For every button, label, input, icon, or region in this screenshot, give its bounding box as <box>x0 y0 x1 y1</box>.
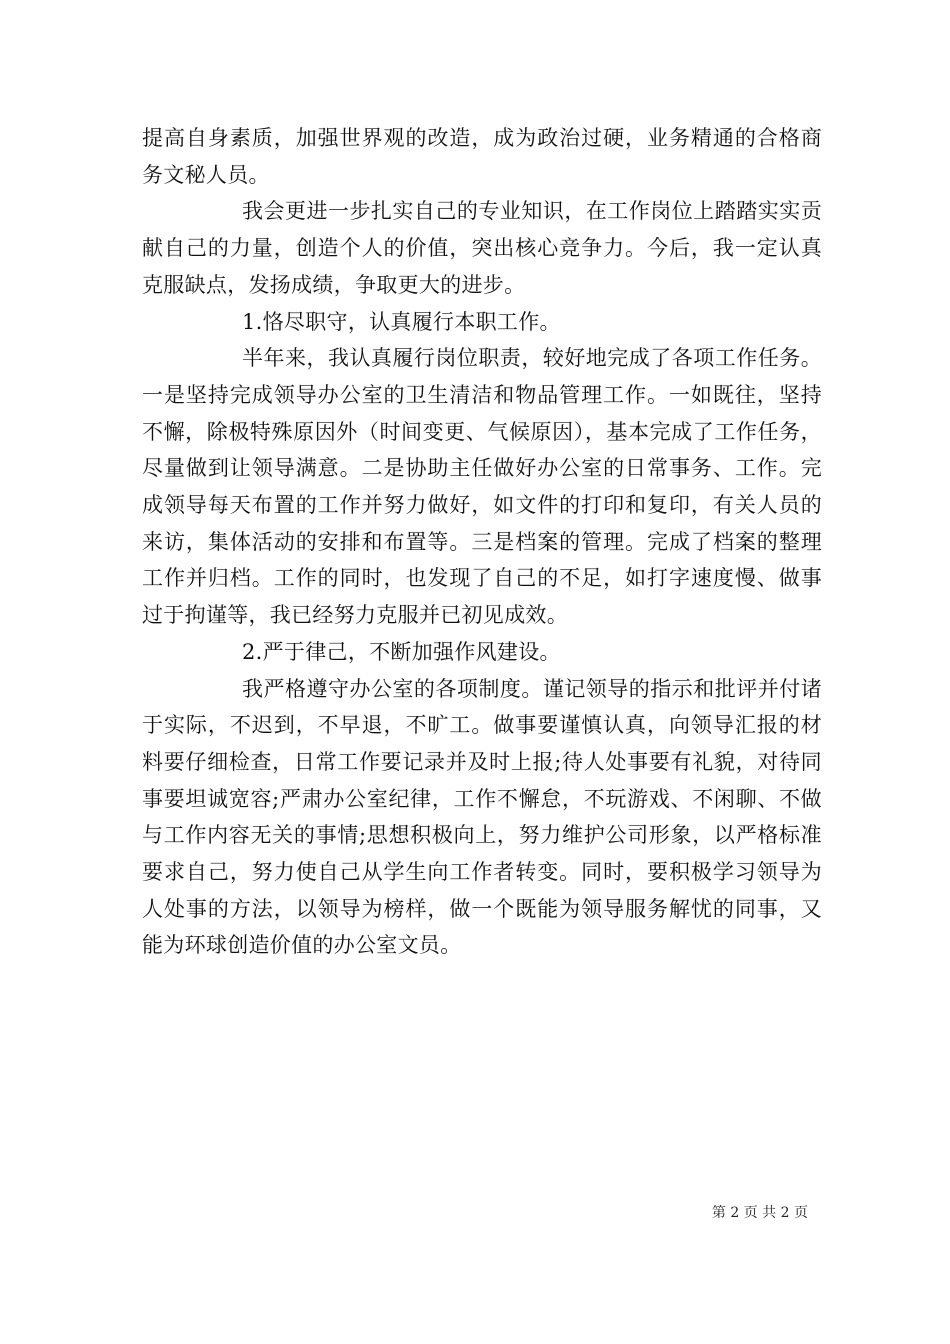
paragraph-self-improvement: 我会更进一步扎实自己的专业知识，在工作岗位上踏踏实实贡献自己的力量，创造个人的价值，突出核心竞争力。今后，我一定认真克服缺点，发扬成绩，争取更大的进步。 <box>142 199 822 297</box>
document-body <box>142 120 822 964</box>
paragraph-continuation: 提高自身素质，加强世界观的改造，成为政治过硬，业务精通的合格商务文秘人员。 <box>142 126 822 187</box>
paragraph-duties: 半年来，我认真履行岗位职责，较好地完成了各项工作任务。一是坚持完成领导办公室的卫生清洁和物品管理工作。一如既往，坚持不懈，除极特殊原因外（时间变更、气候原因），基本完成了工作任务，尽量做到让领导满意。二是协助主任做好办公室的日常事务、工作。完成领导每天布置的工作并努力做好，如文件的打印和复印，有关人员的来访，集体活动的安排和布置等。三是档案的管理。完成了档案的整理工作并归档。工作的同时，也发现了自己的不足，如打字速度慢、做事过于拘谨等，我已经努力克服并已初见成效。 <box>142 346 822 628</box>
section-heading-duties: 1.恪尽职守，认真履行本职工作。 <box>242 309 561 334</box>
page-number-footer: 第 2 页 共 2 页 <box>711 1205 808 1221</box>
paragraph-discipline: 我严格遵守办公室的各项制度。谨记领导的指示和批评并付诸于实际，不迟到，不早退，不旷工。做事要谨慎认真，向领导汇报的材料要仔细检查，日常工作要记录并及时上报;待人处事要有礼貌，对待同事要坦诚宽容;严肃办公室纪律，工作不懈怠，不玩游戏、不闲聊、不做与工作内容无关的事情;思想积极向上，努力维护公司形象，以严格标准要求自己，努力使自己从学生向工作者转变。同时，要积极学习领导为人处事的方法，以领导为榜样，做一个既能为领导服务解忧的同事，又能为环球创造价值的办公室文员。 <box>142 676 822 958</box>
section-heading-discipline: 2.严于律己，不断加强作风建设。 <box>242 639 561 664</box>
